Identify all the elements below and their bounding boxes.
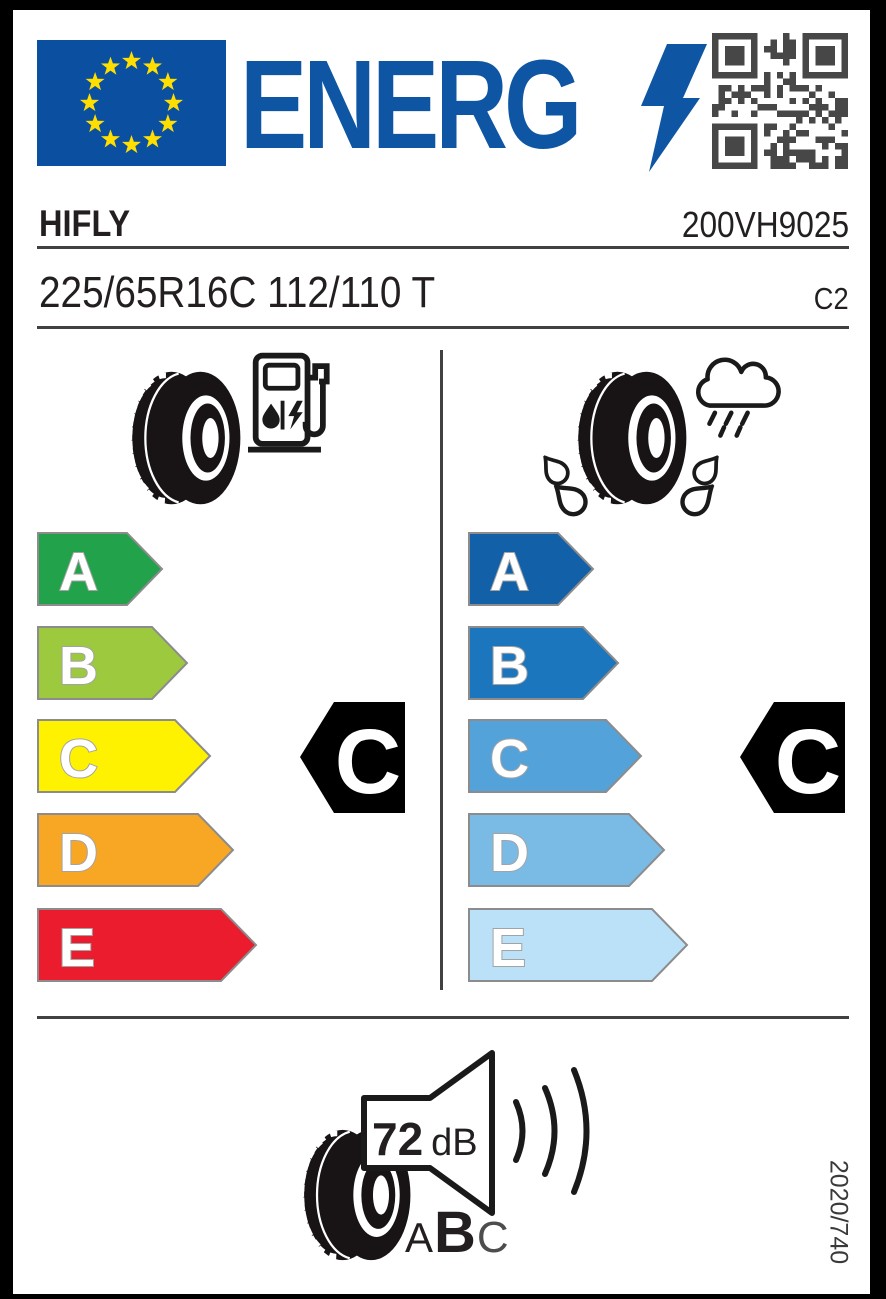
energ-logo-text: ENERG — [240, 34, 579, 175]
noise-class-c: C — [476, 1213, 509, 1262]
divider-line-size — [37, 326, 849, 329]
fuel-efficiency-grade-a — [37, 532, 163, 606]
tire-icon — [126, 368, 244, 508]
noise-unit: dB — [431, 1122, 478, 1164]
svg-text:C: C — [59, 729, 98, 789]
noise-class-b-active: B — [434, 1200, 476, 1265]
svg-text:D: D — [59, 823, 98, 883]
frame-top — [0, 0, 886, 10]
noise-class-group — [405, 1200, 509, 1265]
svg-text:C: C — [490, 729, 529, 789]
noise-value: 72 — [372, 1113, 424, 1165]
eu-flag — [37, 40, 226, 166]
fuel-efficiency-grade-e — [37, 908, 257, 982]
fuel-efficiency-rating-indicator — [300, 702, 405, 813]
wet-grip-grade-d — [468, 813, 665, 887]
brand-name: HIFLY — [39, 203, 131, 244]
tire-class: C2 — [814, 281, 849, 316]
regulation-reference: 2020/740 — [824, 1159, 853, 1265]
svg-text:A: A — [59, 542, 98, 602]
noise-class-a: A — [405, 1214, 434, 1261]
water-splash-icon — [680, 478, 716, 520]
fuel-efficiency-scale — [37, 532, 337, 982]
qr-code — [712, 33, 848, 169]
frame-bottom — [0, 1294, 886, 1299]
svg-text:D: D — [490, 823, 529, 883]
sound-waves-icon — [508, 1058, 600, 1204]
water-splash-icon — [552, 478, 588, 520]
column-divider — [440, 350, 443, 990]
wet-grip-grade-a — [468, 532, 594, 606]
fuel-efficiency-grade-c — [37, 719, 211, 793]
model-code: 200VH9025 — [681, 204, 849, 245]
tire-icon — [572, 368, 690, 508]
divider-line-noise — [37, 1016, 849, 1019]
wet-grip-grade-b — [468, 626, 619, 700]
divider-line-header — [37, 246, 849, 249]
svg-text:B: B — [490, 636, 529, 696]
energ-logo — [240, 34, 707, 175]
wet-grip-grade-c — [468, 719, 642, 793]
fuel-efficiency-rating: C — [334, 711, 402, 813]
frame-right — [870, 0, 886, 1299]
lightning-bolt-icon — [641, 44, 707, 172]
svg-text:A: A — [490, 542, 529, 602]
noise-value-group — [372, 1113, 478, 1165]
rain-cloud-icon — [684, 352, 784, 440]
wet-grip-scale — [468, 532, 768, 982]
svg-text:E: E — [490, 918, 527, 978]
fuel-efficiency-grade-b — [37, 626, 188, 700]
wet-grip-rating-indicator — [740, 702, 845, 813]
wet-grip-rating: C — [774, 711, 842, 813]
fuel-efficiency-grade-d — [37, 813, 234, 887]
svg-text:B: B — [59, 636, 98, 696]
tire-size: 225/65R16C 112/110 T — [39, 268, 436, 317]
svg-text:E: E — [59, 918, 96, 978]
frame-left — [0, 0, 13, 1296]
fuel-pump-icon — [248, 350, 344, 462]
wet-grip-grade-e — [468, 908, 688, 982]
